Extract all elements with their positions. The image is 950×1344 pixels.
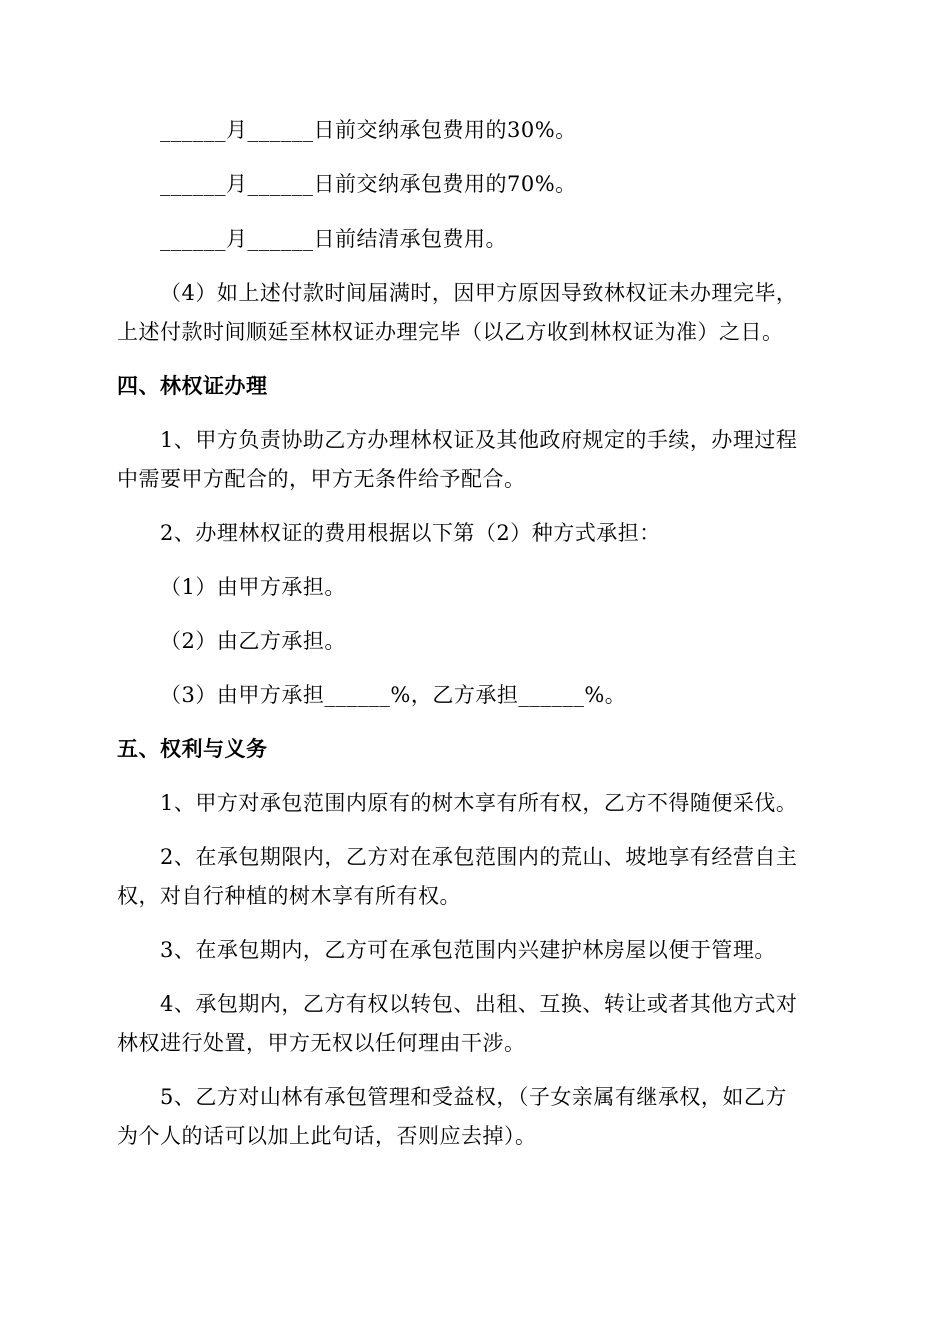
section-heading-forest-certificate: 四、林权证办理	[117, 373, 268, 398]
list-item: （3）由甲方承担______%，乙方承担______%。	[160, 683, 627, 707]
paragraph-line: 中需要甲方配合的，甲方无条件给予配合。	[117, 467, 526, 491]
payment-line-70: ______月______日前交纳承包费用的70%。	[160, 172, 577, 196]
paragraph-line: 权，对自行种植的树木享有所有权。	[117, 884, 461, 908]
paragraph-line: 林权进行处置，甲方无权以任何理由干涉。	[117, 1031, 526, 1055]
section-heading-rights-obligations: 五、权利与义务	[117, 736, 268, 761]
payment-line-final: ______月______日前结清承包费用。	[160, 227, 507, 251]
paragraph-line: 1、甲方对承包范围内原有的树木享有所有权，乙方不得随便采伐。	[160, 791, 798, 815]
paragraph-line: 4、承包期内，乙方有权以转包、出租、互换、转让或者其他方式对	[160, 992, 798, 1016]
paragraph-line: 3、在承包期内，乙方可在承包范围内兴建护林房屋以便于管理。	[160, 938, 776, 962]
paragraph-line: 2、在承包期限内，乙方对在承包范围内的荒山、坡地享有经营自主	[160, 845, 798, 869]
paragraph-line: 5、乙方对山林有承包管理和受益权，（子女亲属有继承权，如乙方	[160, 1085, 787, 1109]
list-item: （1）由甲方承担。	[160, 575, 346, 599]
payment-line-30: ______月______日前交纳承包费用的30%。	[160, 118, 577, 142]
paragraph-line: 2、办理林权证的费用根据以下第（2）种方式承担：	[160, 521, 661, 545]
paragraph-line: 1、甲方负责协助乙方办理林权证及其他政府规定的手续，办理过程	[160, 428, 798, 452]
paragraph-line: 上述付款时间顺延至林权证办理完毕（以乙方收到林权证为准）之日。	[117, 320, 784, 344]
list-item: （2）由乙方承担。	[160, 629, 346, 653]
paragraph-line: 为个人的话可以加上此句话，否则应去掉）。	[117, 1124, 537, 1148]
paragraph-line: （4）如上述付款时间届满时，因甲方原因导致林权证未办理完毕，	[160, 281, 798, 305]
